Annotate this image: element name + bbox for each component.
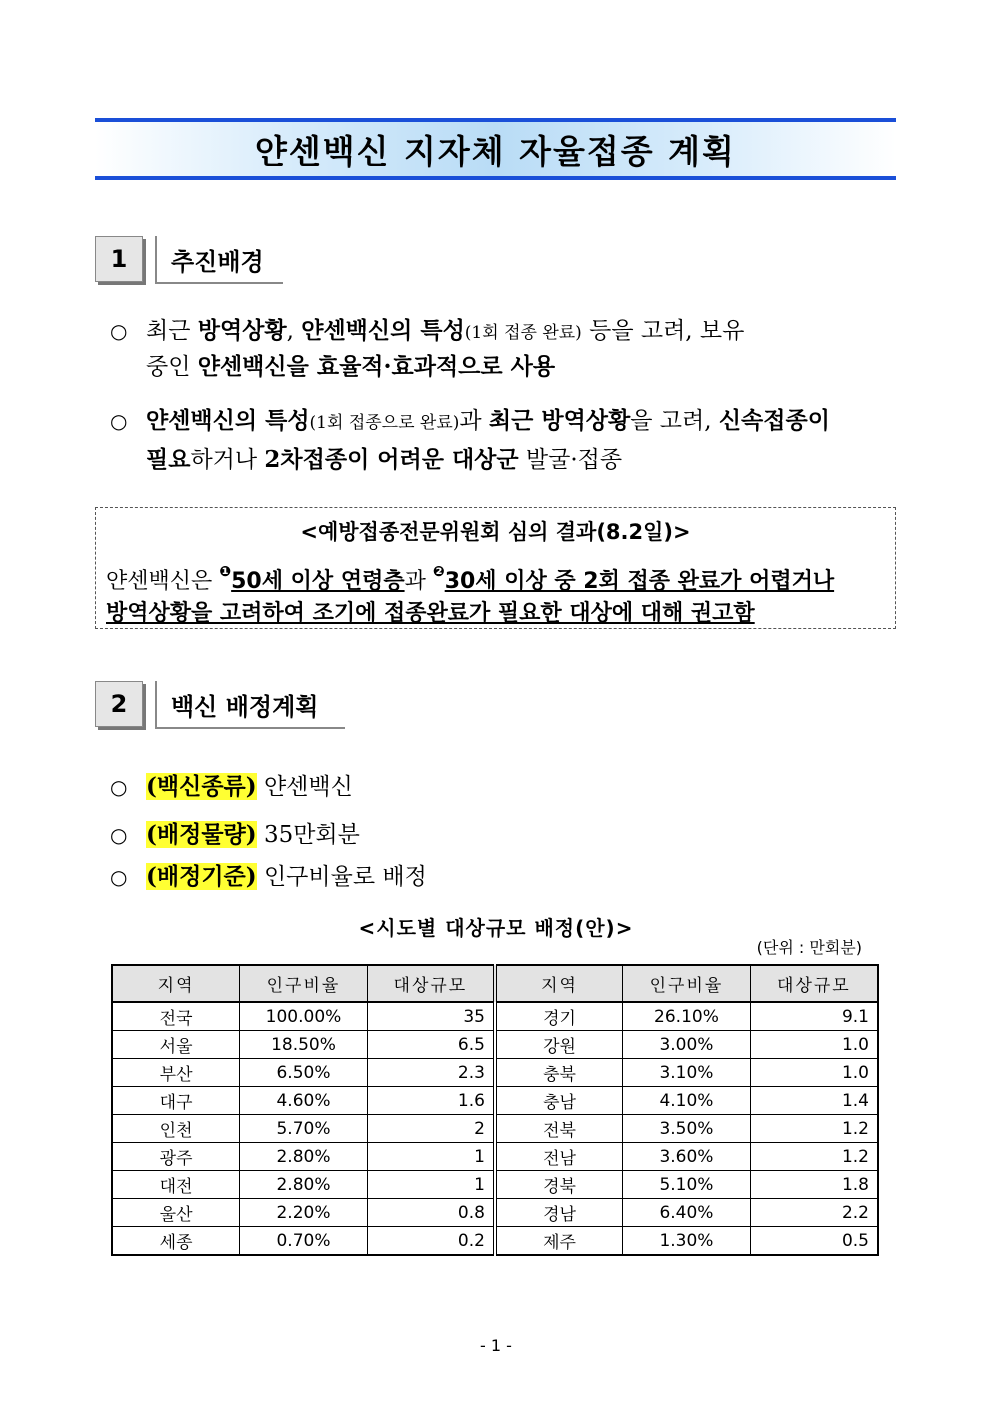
text: 을 고려, [630, 408, 719, 434]
table-row [112, 1031, 878, 1059]
allocation-item [110, 816, 360, 849]
table-cell: 100.00% [240, 1002, 368, 1031]
table-row [112, 1087, 878, 1115]
allocation-item [110, 768, 353, 801]
table-row [112, 1115, 878, 1143]
item-value: 인구비율로 배정 [256, 864, 427, 890]
table-unit: (단위 : 만회분) [756, 938, 862, 957]
table-cell: 서울 [112, 1031, 240, 1059]
table-cell: 세종 [112, 1227, 240, 1256]
table-cell: 0.5 [750, 1227, 878, 1256]
box-title: <예방접종전문위원회 심의 결과(8.2일)> [300, 520, 691, 544]
column-header: 인구비율 [240, 965, 368, 1002]
table-row [112, 1171, 878, 1199]
table-cell: 강원 [495, 1031, 623, 1059]
committee-result-box [95, 507, 896, 629]
section-1-number: 1 [95, 236, 143, 282]
table-row [112, 1059, 878, 1087]
table-cell: 0.2 [367, 1227, 495, 1256]
section-2-header [95, 681, 345, 731]
table-cell: 충남 [495, 1087, 623, 1115]
bullet-2-line-2 [146, 441, 622, 474]
bullet-mark: ○ [110, 775, 128, 799]
table-cell: 6.5 [367, 1031, 495, 1059]
page-number: - 1 - [480, 1336, 512, 1355]
column-header: 지역 [112, 965, 240, 1002]
table-body [112, 1002, 878, 1255]
table-cell: 대전 [112, 1171, 240, 1199]
allocation-table [111, 964, 879, 1256]
table-cell: 전남 [495, 1143, 623, 1171]
circled-number: ❷ [432, 564, 445, 580]
text: 50세 이상 연령층 [231, 569, 405, 594]
table-cell: 3.50% [623, 1115, 751, 1143]
text: 과 [404, 569, 433, 594]
table-cell: 전북 [495, 1115, 623, 1143]
table-cell: 2.80% [240, 1143, 368, 1171]
table-cell: 경북 [495, 1171, 623, 1199]
text: 방역상황을 고려하여 조기에 접종완료가 필요한 대상에 대해 권고함 [106, 601, 755, 626]
bullet-2-line-1 [110, 402, 830, 435]
bullet-mark: ○ [110, 409, 128, 433]
item-label: (배정기준) [146, 863, 257, 890]
table-cell: 경남 [495, 1199, 623, 1227]
bullet-mark: ○ [110, 319, 128, 343]
table-cell: 2 [367, 1115, 495, 1143]
table-cell: 9.1 [750, 1002, 878, 1031]
table-cell: 2.2 [750, 1199, 878, 1227]
text: 최근 방역상황 [488, 407, 631, 434]
text: 얀센백신은 [106, 569, 220, 594]
bullet-mark: ○ [110, 865, 128, 889]
table-row [112, 1143, 878, 1171]
table-cell: 0.70% [240, 1227, 368, 1256]
table-cell: 6.40% [623, 1199, 751, 1227]
text: , [286, 318, 302, 344]
box-line-1 [106, 564, 834, 595]
table-cell: 1 [367, 1171, 495, 1199]
table-cell: 1.2 [750, 1115, 878, 1143]
table-cell: 35 [367, 1002, 495, 1031]
text: 발굴·접종 [518, 447, 623, 473]
table-cell: 2.20% [240, 1199, 368, 1227]
text: 2차접종이 어려운 대상군 [264, 446, 519, 473]
text: (1회 접종으로 완료) [309, 413, 460, 433]
table-cell: 부산 [112, 1059, 240, 1087]
table-cell: 인천 [112, 1115, 240, 1143]
section-1-header [95, 236, 283, 286]
table-cell: 울산 [112, 1199, 240, 1227]
text: (1회 접종 완료) [464, 323, 582, 343]
table-caption: <시도별 대상규모 배정(안)> [358, 916, 634, 940]
table-cell: 제주 [495, 1227, 623, 1256]
text: 신속접종이 [718, 407, 830, 434]
section-2-number: 2 [95, 681, 143, 727]
table-cell: 1 [367, 1143, 495, 1171]
column-header: 대상규모 [750, 965, 878, 1002]
section-1-title: 추진배경 [171, 247, 264, 276]
section-2-title: 백신 배정계획 [171, 692, 319, 721]
table-cell: 0.8 [367, 1199, 495, 1227]
allocation-item [110, 858, 427, 891]
item-label: (배정물량) [146, 821, 257, 848]
section-2-title-box [155, 681, 345, 729]
item-label: (백신종류) [146, 773, 257, 800]
table-cell: 26.10% [623, 1002, 751, 1031]
column-header: 지역 [495, 965, 623, 1002]
table-cell: 3.10% [623, 1059, 751, 1087]
table-cell: 1.2 [750, 1143, 878, 1171]
table-cell: 1.0 [750, 1059, 878, 1087]
document-title: 얀센백신 지자체 자율접종 계획 [255, 131, 736, 171]
item-value: 35만회분 [256, 822, 360, 848]
table-cell: 1.30% [623, 1227, 751, 1256]
table-row [112, 1002, 878, 1031]
table-header-row [112, 965, 878, 1002]
table-cell: 3.00% [623, 1031, 751, 1059]
table-cell: 2.80% [240, 1171, 368, 1199]
text: 얀센백신의 특성 [146, 407, 310, 434]
table-cell: 1.4 [750, 1087, 878, 1115]
item-value: 얀센백신 [256, 774, 353, 800]
table-cell: 1.6 [367, 1087, 495, 1115]
table-cell: 광주 [112, 1143, 240, 1171]
table-cell: 18.50% [240, 1031, 368, 1059]
bullet-mark: ○ [110, 823, 128, 847]
text: 얀센백신의 특성 [301, 317, 465, 344]
text: 방역상황 [197, 317, 287, 344]
table-cell: 1.8 [750, 1171, 878, 1199]
table-cell: 6.50% [240, 1059, 368, 1087]
table-cell: 4.60% [240, 1087, 368, 1115]
table-cell: 2.3 [367, 1059, 495, 1087]
title-banner [95, 118, 896, 180]
text: 중인 [146, 354, 198, 380]
table-cell: 경기 [495, 1002, 623, 1031]
table-row [112, 1227, 878, 1256]
text: 과 [459, 408, 489, 434]
text: 30세 이상 중 2회 접종 완료가 어렵거나 [444, 569, 835, 594]
column-header: 인구비율 [623, 965, 751, 1002]
box-line-2 [106, 596, 755, 627]
section-1-title-box [155, 236, 283, 284]
column-header: 대상규모 [367, 965, 495, 1002]
table-cell: 4.10% [623, 1087, 751, 1115]
table-cell: 5.70% [240, 1115, 368, 1143]
circled-number: ❶ [219, 564, 232, 580]
table-row [112, 1199, 878, 1227]
bullet-1-line-1 [110, 312, 744, 345]
table-cell: 충북 [495, 1059, 623, 1087]
text: 필요 [146, 446, 191, 473]
table-cell: 5.10% [623, 1171, 751, 1199]
table-cell: 전국 [112, 1002, 240, 1031]
table-cell: 대구 [112, 1087, 240, 1115]
text: 하거나 [190, 447, 265, 473]
text: 등을 고려, 보유 [581, 318, 745, 344]
bullet-1-line-2 [146, 348, 555, 381]
table-cell: 3.60% [623, 1143, 751, 1171]
text: 최근 [146, 318, 198, 344]
text: 얀센백신을 효율적·효과적으로 사용 [197, 353, 556, 380]
table-cell: 1.0 [750, 1031, 878, 1059]
